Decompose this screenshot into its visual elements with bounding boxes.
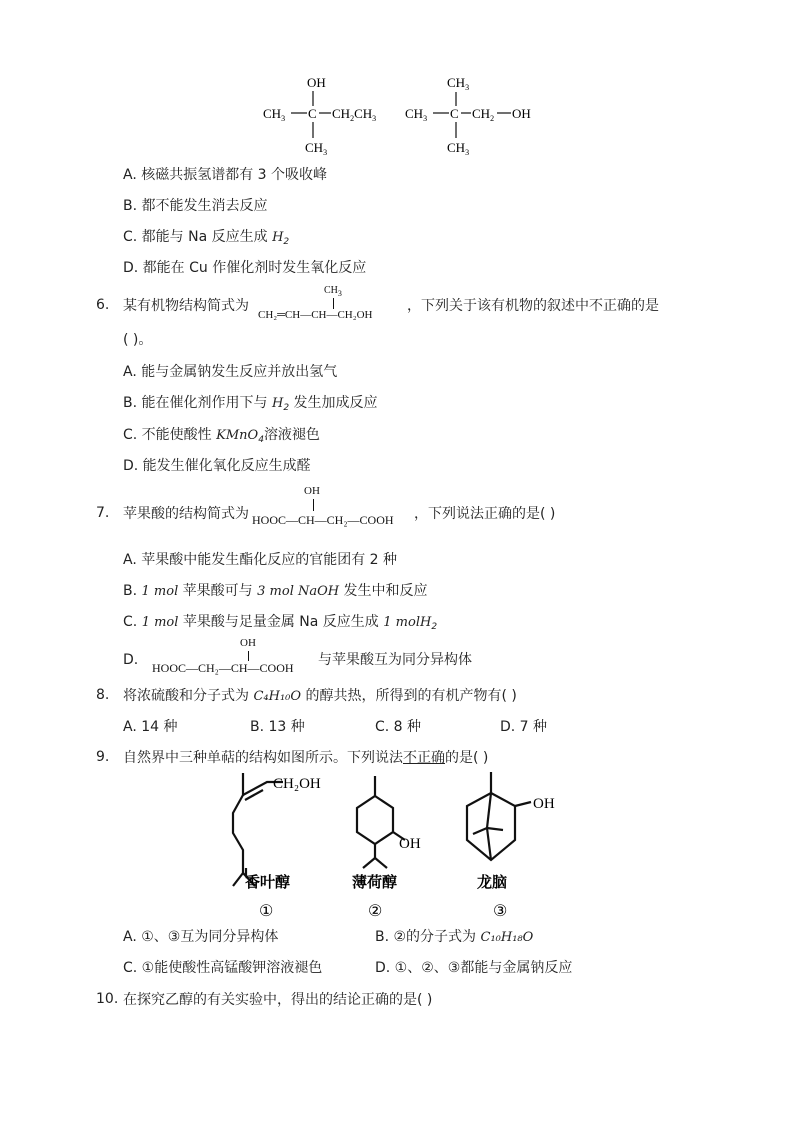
q6-structure-ch3: $CH_3$ — [324, 285, 342, 298]
q7-option-d-text: 与苹果酸互为同分异构体 — [318, 652, 472, 668]
q5-left-ch3-left: $CH_3$ — [263, 106, 286, 123]
borneol-label: 龙脑 — [477, 875, 508, 891]
exam-page: OH $CH_3$ C $CH_2CH_3$ $CH_3$ $CH_3$ $CH_3$ C $CH_2$ OH $CH_3$ A. 核磁共振氢谱都有 3 个吸收峰 B. 都不能发生消去反应 C. 都能与 Na 反应生成 $H_2$ D. 都能在 Cu 作催化剂时发生氧化反应 6. 某有机物结构简式为 $CH_3$ CH₂═CH—CH—CH₂OH ，下列关于该有机物的叙述中不正确的是 ( )。 A. 能与金属钠发生反应并放出氢气 B. 能在催化剂作用下与 $H_2$ 发生加成反应 C. 不能使酸性 KMnO$_4$溶液褪色 D. 能发生催化氧化反应生成醛 7. 苹果酸的结构简式为 OH HOOC—CH—CH₂—COOH ，下列说法正确的是( ) A. 苹果酸中能发生酯化反应的官能团有 2 种 B. 1 mol 苹果酸可与 3 mol NaOH 发生中和反应 C. 1 mol 苹果酸与足量金属 Na 反应生成 1 molH$_2$ D. OH HOOC—CH₂—CH—COOH 与苹果酸互为同分异构体 8. 将浓硫酸和分子式为 C₄H₁₀O 的醇共热，所得到的有机产物有( ) A. 14 种 B. 13 种 C. 8 种 D. 7 种 9. 自然界中三种单萜的结构如图所示。下列说法不正确的是( ) CH₂OH OH OH 香叶醇 薄荷醇 龙脑 ① ② ③ A. ①、③互为同分异构体 B. ②的分子式为 C₁₀H₁₈O C. ①能使酸性高锰酸钾溶液褪色 D. ①、②、③都能与金属钠反应 10. 在探究乙醇的有关实验中，得出的结论正确的是( ) — [0, 0, 794, 1123]
q8-option-a: A. 14 种 — [123, 719, 178, 735]
q5-structures — [255, 70, 545, 160]
q9-option-c: C. ①能使酸性高锰酸钾溶液褪色 — [123, 960, 323, 976]
geraniol-label: 香叶醇 — [245, 875, 291, 891]
menthol-label: 薄荷醇 — [352, 875, 398, 891]
q7-option-d-label: D. — [123, 652, 139, 668]
q5-right-ch3-top: $CH_3$ — [447, 75, 470, 92]
q6-stem-line2: ( )。 — [123, 332, 153, 348]
q5-right-oh: OH — [512, 106, 531, 121]
q6-option-a: A. 能与金属钠发生反应并放出氢气 — [123, 364, 338, 380]
q6-structure-main: CH₂═CH—CH—CH₂OH — [258, 309, 373, 321]
geraniol-circle: ① — [259, 903, 274, 920]
q5-option-c: C. 都能与 Na 反应生成 $H_2$ — [123, 229, 290, 247]
q7-structure-main: HOOC—CH—CH₂—COOH — [252, 513, 394, 527]
q5-left-ch2ch3: $CH_2CH_3$ — [332, 106, 377, 123]
q9-option-a: A. ①、③互为同分异构体 — [123, 929, 279, 945]
q9-option-d: D. ①、②、③都能与金属钠反应 — [375, 960, 573, 976]
menthol-structure — [357, 776, 405, 868]
q7-option-b: B. 1 mol 苹果酸可与 3 mol NaOH 发生中和反应 — [123, 583, 428, 599]
q8-number: 8. — [96, 687, 110, 703]
geraniol-group: CH₂OH — [273, 776, 321, 792]
q5-left-oh: OH — [307, 75, 326, 90]
q10-number: 10. — [96, 991, 119, 1007]
q9-number: 9. — [96, 749, 110, 765]
q6-stem-pre: 某有机物结构简式为 — [123, 298, 249, 314]
q5-option-b: B. 都不能发生消去反应 — [123, 198, 268, 214]
q5-right-ch3-left: $CH_3$ — [405, 106, 428, 123]
q6-option-c: C. 不能使酸性 KMnO$_4$溶液褪色 — [123, 427, 320, 445]
q8-option-b: B. 13 种 — [250, 719, 305, 735]
q7-option-c: C. 1 mol 苹果酸与足量金属 Na 反应生成 1 molH$_2$ — [123, 614, 438, 632]
q9-molecules-figure — [225, 768, 555, 923]
q7-option-a: A. 苹果酸中能发生酯化反应的官能团有 2 种 — [123, 552, 398, 568]
q5-right-ch2: $CH_2$ — [472, 106, 495, 123]
q7-stem-pre: 苹果酸的结构简式为 — [123, 506, 249, 522]
q5-right-ch3-bottom: $CH_3$ — [447, 140, 470, 157]
q6-option-d: D. 能发生催化氧化反应生成醛 — [123, 458, 311, 474]
q6-option-b: B. 能在催化剂作用下与 $H_2$ 发生加成反应 — [123, 395, 378, 413]
q7-number: 7. — [96, 505, 110, 521]
menthol-circle: ② — [368, 903, 383, 920]
q5-option-a: A. 核磁共振氢谱都有 3 个吸收峰 — [123, 167, 328, 183]
q5-option-d: D. 都能在 Cu 作催化剂时发生氧化反应 — [123, 260, 367, 276]
q8-option-d: D. 7 种 — [500, 719, 548, 735]
q5-left-c: C — [308, 106, 317, 121]
q8-option-c: C. 8 种 — [375, 719, 422, 735]
menthol-group: OH — [399, 836, 421, 852]
q10-stem: 在探究乙醇的有关实验中，得出的结论正确的是( ) — [123, 992, 433, 1008]
q9-option-b: B. ②的分子式为 C₁₀H₁₈O — [375, 929, 534, 945]
q8-stem: 将浓硫酸和分子式为 C₄H₁₀O 的醇共热，所得到的有机产物有( ) — [123, 688, 517, 704]
q7-stem-post: ，下列说法正确的是( ) — [414, 506, 556, 522]
q9-stem: 自然界中三种单萜的结构如图所示。下列说法不正确的是( ) — [123, 750, 489, 766]
q5-left-ch3-bottom: $CH_3$ — [305, 140, 328, 157]
q6-stem-post: ，下列关于该有机物的叙述中不正确的是 — [407, 298, 659, 314]
borneol-structure — [467, 772, 531, 860]
borneol-circle: ③ — [493, 903, 508, 920]
q5-right-c: C — [450, 106, 459, 121]
q6-number: 6. — [96, 297, 110, 313]
borneol-group: OH — [533, 796, 555, 812]
q7-structure-oh: OH — [304, 485, 320, 497]
